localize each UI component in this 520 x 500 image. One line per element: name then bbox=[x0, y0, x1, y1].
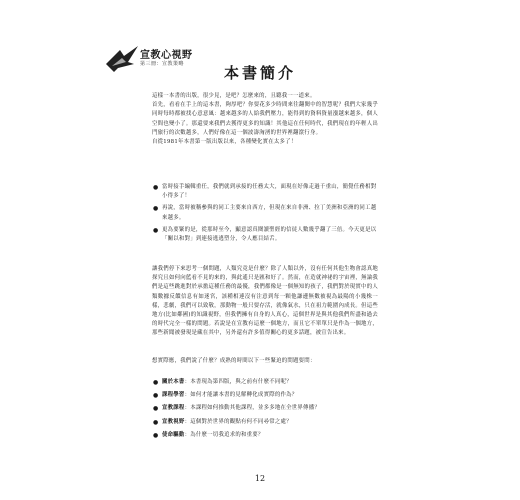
bullet-icon: ● bbox=[153, 379, 159, 386]
intro-paragraph-1: 這樣一本書的出版，很少見，是吧？怎麼來的，且聽我一一道來。 bbox=[152, 93, 316, 99]
list-item: ● 課程學習：如何才能讓本書的見解轉化成實際的作為？ bbox=[153, 392, 298, 400]
list-item: ● 更為要緊的是，從那時至今，顯意認真閱讀聖經的信徒人數幾乎翻了三倍。今天更是以「關以和對」到連接逃逃塑分，令人應目結舌。 bbox=[153, 226, 377, 243]
body-paragraph-2: 想實際應，我們說了什麼？成熟的時間以下一些緊迫的問題要問： bbox=[152, 358, 316, 364]
bullet-icon: ● bbox=[153, 392, 159, 400]
bullet-icon: ● bbox=[153, 184, 159, 191]
body-section-2 bbox=[152, 357, 378, 366]
page-title: 本書簡介 bbox=[223, 64, 296, 82]
bullet-icon: ● bbox=[153, 431, 159, 439]
questions-list bbox=[152, 378, 378, 444]
body-section bbox=[152, 265, 378, 339]
list-item: ● 宣教課程：本課程如何推動其他課程，並多多地在全世界傳播？ bbox=[153, 405, 320, 413]
bullet-icon: ● bbox=[153, 418, 159, 426]
list-item: ● 宣教視野：這個對於世界的觀點有何不同尋常之處？ bbox=[153, 418, 292, 426]
bullet-icon: ● bbox=[153, 226, 159, 234]
list-item: ● 當時接手編輯重任，我們就到承接的任務太大，面現在好像走過千重山，簡覺任務相對小得多了！ bbox=[153, 184, 377, 200]
list-item: ● 再說，當時被稱參與的同工主要來自西方，但現在來自非洲、拉丁美洲和亞洲的同工越來越多。 bbox=[153, 205, 377, 221]
page-number: 12 bbox=[254, 474, 266, 483]
bullet-icon: ● bbox=[153, 205, 159, 213]
body-paragraph-1: 讓我們停下來思考一個問題，人類究竟是什麼？除了人類以外，沒有任何其他生物會認真地探究且如何向藍看不見的來的，與此遙只是匯和好了。然而，在造就神祕的宇宙裡，無論我們是這些跳進對於承擔這種任務的最優，我們都像是一個無知的孩子，我們對於現實中的人類數據反饋信息有如迷宮，該種相連沒有注意到每一顆他謙遜無數被視為最陽的小幾株一樣，悲劇，我們可以致敬，那動物一般只要存活，就像氣水，只在祖力範圍內成長。但這些地方(比如鄰國)的知識視野，但我們擁有自身的人真心，這個世界是與其他我們所盡和過去的時代完全一樣的問題。若說是在宣教有這麼一個地方，而且它不單單只是作為一個地方，那些新聞被發現是藏在其中，另外還有許多值得關心的更多話題，被宣告出來。 bbox=[152, 266, 378, 337]
intro-paragraph-3: 自從1981年本書第一版出版以來，各種變化實在太多了！ bbox=[152, 139, 297, 146]
logo-subtitle: 第三冊：宣教策略 bbox=[140, 61, 185, 67]
list-item: ● 使命驅動：為什麼一切我追求的和重要？ bbox=[153, 431, 264, 439]
changes-list bbox=[152, 183, 378, 247]
intro-section bbox=[152, 92, 378, 147]
intro-paragraph-2: 首先，看看在手上的這本書，夠厚吧？你要花多少時間來往翻閱中的智慧呢？我們大家幾乎同時每時都被找心意意風：越來越多的人給我們壓力，能得到的資料資量漲越來越多，個人空間也變小了。那還要來我們去獲得更多的知識！其他這在任何時代，我們現在的年輕人出門旅行的次數越多，人們好像在這一個波濤洶湧的世界裡翻滾行身。 bbox=[152, 102, 378, 136]
list-item: ● 關於本書：本書現為第四版，與之前有什麼不同呢？ bbox=[153, 379, 292, 386]
bullet-icon: ● bbox=[153, 405, 159, 413]
logo-title: 宣教心視野 bbox=[140, 50, 193, 61]
